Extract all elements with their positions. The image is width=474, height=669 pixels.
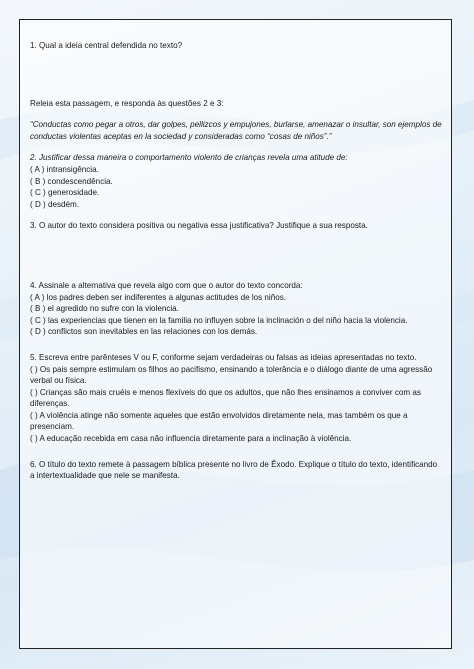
question-3: 3. O autor do texto considera positiva ou negativa essa justificativa? Justifique a sua resposta.	[30, 221, 368, 231]
q2-option-d: ( D ) desdém.	[30, 199, 80, 209]
q2-option-b: ( B ) condescendência.	[30, 176, 113, 186]
q5-item-1: ( ) Os pais sempre estimulam os filhos ao pacifismo, ensinando a tolerância e o diálogo diante de uma agressão verbal ou física.	[30, 364, 433, 386]
question-1: 1. Qual a ideia central defendida no texto?	[30, 41, 183, 50]
q4-option-c: ( C ) las experiencias que tienen en la familia no influyen sobre la inclinación o del niño hacia la violencia.	[30, 315, 408, 325]
q4-option-b: ( B ) el agredido no sufre con la violencia.	[30, 304, 179, 314]
q5-item-3: ( ) A violência atinge não somente aqueles que estão envolvidos diretamente nela, mas também os que a presenciam.	[30, 410, 408, 432]
q5-item-2: ( ) Crianças são mais cruéis e menos flexíveis do que os adultos, que não lhes ensinamos a conviver com as diferenças.	[30, 387, 421, 409]
q2-option-a: ( A ) intransigência.	[30, 164, 99, 174]
q4-option-a: ( A ) los padres deben ser indiferentes a algunas actitudes de los niños.	[30, 292, 287, 302]
worksheet-content	[30, 40, 442, 482]
worksheet-page	[19, 19, 452, 649]
question-6: 6. O título do texto remete à passagem bíblica presente no livro de Êxodo. Explique o título do texto, identificando a intertextualidade que nele se manifesta.	[30, 459, 438, 481]
passage-intro: Releia esta passagem, e responda às questões 2 e 3:	[30, 98, 224, 108]
q4-option-d: ( D ) conflictos son inevitables en las relaciones con los demás.	[30, 327, 258, 337]
question-5: 5. Escreva entre parênteses V ou F, conforme sejam verdadeiras ou falsas as ideias apresentadas no texto.	[30, 352, 417, 362]
question-2: 2. Justificar dessa maneira o comportamento violento de crianças revela uma atitude de:	[30, 153, 348, 163]
q5-item-4: ( ) A educação recebida em casa não influencia diretamente para a inclinação à violência.	[30, 434, 352, 444]
passage-quote: “Conductas como pegar a otros, dar golpes, pellizcos y empujones, burlarse, amenazar o insultar, son ejemplos de conductas violentas aceptas en la sociedad y consideradas como “cosas de niños”.”	[30, 120, 442, 141]
question-4: 4. Assinale a alternativa que revela algo com que o autor do texto concorda:	[30, 280, 303, 290]
q2-option-c: ( C ) generosidade.	[30, 188, 100, 198]
